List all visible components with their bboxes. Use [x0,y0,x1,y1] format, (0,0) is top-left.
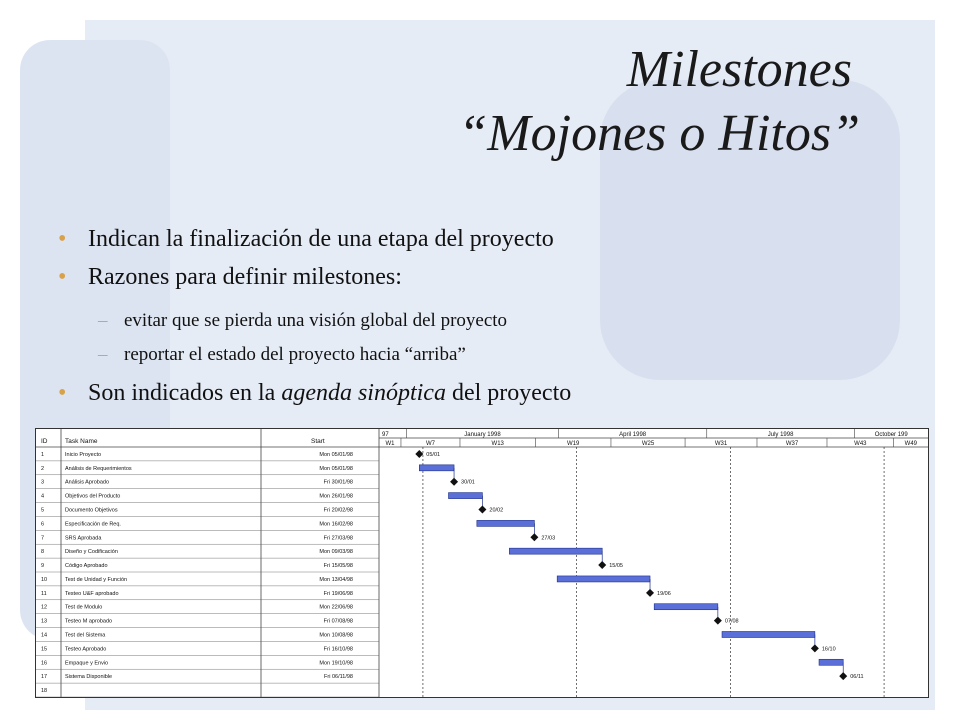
gantt-task-bar [557,576,650,582]
gantt-row-task-name: Testeo U&F aprobado [65,590,119,597]
gantt-milestone-label: 06/11 [850,674,864,681]
gantt-row-start: Mon 22/06/98 [319,604,353,611]
gantt-week-label: W13 [491,441,504,447]
bullet-item [58,264,402,291]
gantt-milestone-diamond [450,478,458,486]
gantt-task-bar [419,465,454,471]
gantt-row-id: 5 [41,507,45,514]
bullet-text-pre: Son indicados en la [88,380,282,406]
bullet-item [58,226,554,253]
gantt-milestone-diamond [478,506,486,514]
bullet-text-post: del proyecto [445,380,572,406]
gantt-row-id: 16 [41,660,48,667]
gantt-task-bar [819,659,843,665]
gantt-header-id: ID [41,438,48,445]
gantt-row-start: Mon 09/03/98 [319,549,353,556]
gantt-row-task-name: Test de Unidad y Función [65,576,128,583]
gantt-row-id: 1 [41,451,45,458]
gantt-row-id: 7 [41,535,45,542]
gantt-row-id: 8 [41,549,45,556]
gantt-row-start: Mon 13/04/98 [319,576,353,583]
gantt-task-bar [509,548,602,554]
gantt-row-task-name: Objetivos del Producto [65,493,121,500]
gantt-row-id: 13 [41,618,48,625]
gantt-milestone-diamond [839,672,847,680]
gantt-milestone-diamond [811,644,819,652]
gantt-row-id: 12 [41,604,48,611]
sub-bullet-marker: – [98,310,108,331]
gantt-row-id: 15 [41,646,48,653]
gantt-row-id: 17 [41,674,48,681]
gantt-row-task-name: SRS Aprobada [65,535,102,542]
gantt-row-task-name: Documento Objetivos [65,507,118,514]
gantt-task-bar [722,632,815,638]
gantt-row-task-name: Sistema Disponible [65,674,113,681]
gantt-row-start: Fri 16/10/98 [323,646,353,653]
slide-title-line-2: “Mojones o Hitos” [458,105,860,162]
gantt-row-start: Fri 06/11/98 [324,674,353,681]
gantt-milestone-label: 27/03 [541,535,556,542]
gantt-row-start: Fri 30/01/98 [323,479,353,486]
gantt-row-id: 3 [41,479,45,486]
gantt-month-label: April 1998 [619,432,647,438]
gantt-week-label: W37 [785,441,799,447]
gantt-row-task-name: Test del Sistema [65,632,106,639]
gantt-month-label: January 1998 [464,432,501,438]
sub-bullet-item [98,344,466,366]
gantt-row-task-name: Testeo Aprobado [65,646,107,653]
gantt-row-start: Mon 19/10/98 [319,660,353,667]
bullet-marker: • [58,264,67,290]
gantt-milestone-label: 16/10 [821,646,836,653]
gantt-row-id: 2 [41,465,45,472]
gantt-row-id: 6 [41,521,45,528]
gantt-row-task-name: Especificación de Req. [65,521,121,528]
gantt-row-start: Mon 10/08/98 [319,632,353,639]
gantt-row-task-name: Código Aprobado [65,563,108,570]
gantt-row-task-name: Testeo M aprobado [65,618,113,625]
gantt-milestone-diamond [530,533,538,541]
gantt-milestone-diamond [714,617,722,625]
gantt-chart [35,428,929,698]
gantt-milestone-label: 20/02 [489,507,504,514]
gantt-row-id: 18 [41,688,48,695]
gantt-row-id: 9 [41,563,45,570]
gantt-month-label: October 199 [874,432,908,438]
gantt-header-start: Start [311,438,325,445]
gantt-month-label: 97 [382,432,389,438]
gantt-row-id: 4 [41,493,45,500]
gantt-week-label: W1 [385,441,395,447]
gantt-row-start: Fri 15/05/98 [323,563,353,570]
gantt-month-label: July 1998 [767,432,794,438]
gantt-row-id: 14 [41,632,48,639]
gantt-row-id: 11 [41,590,47,597]
bullet-text: Razones para definir milestones: [88,264,402,290]
sub-bullet-marker: – [98,344,108,365]
gantt-row-start: Fri 07/08/98 [323,618,353,625]
gantt-milestone-diamond [646,589,654,597]
bullet-marker: • [58,226,67,252]
bullet-text-emphasis: agenda sinóptica [281,380,446,406]
bullet-marker: • [58,380,67,406]
sub-bullet-text: reportar el estado del proyecto hacia “arriba” [124,344,466,365]
gantt-row-task-name: Empaque y Envio [65,660,109,667]
gantt-svg [36,429,928,697]
gantt-row-start: Fri 27/03/98 [323,535,353,542]
gantt-row-start: Fri 19/06/98 [323,590,353,597]
gantt-milestone-diamond [598,561,606,569]
gantt-row-id: 10 [41,576,48,583]
sub-bullet-text: evitar que se pierda una visión global del proyecto [124,310,508,331]
gantt-week-label: W49 [904,441,918,447]
gantt-week-label: W7 [425,441,435,447]
gantt-milestone-label: 07/08 [724,618,739,625]
gantt-milestone-label: 05/01 [426,451,441,458]
gantt-row-task-name: Análisis de Requerimientos [65,465,132,472]
gantt-task-bar [448,493,482,499]
gantt-row-start: Mon 05/01/98 [319,465,353,472]
bullet-text: Indican la finalización de una etapa del proyecto [88,226,554,252]
gantt-row-start: Mon 26/01/98 [319,493,353,500]
gantt-row-task-name: Diseño y Codificación [65,549,118,556]
slide-title-line-1: Milestones [626,41,852,98]
gantt-milestone-label: 30/01 [461,479,475,486]
gantt-row-task-name: Test de Modulo [65,604,103,611]
gantt-row-task-name: Análisis Aprobado [65,479,110,486]
bullet-item [58,380,571,407]
gantt-milestone-label: 19/06 [657,590,671,597]
gantt-week-label: W19 [567,441,580,447]
gantt-task-bar [654,604,718,610]
gantt-header-task: Task Name [65,438,98,445]
gantt-row-start: Mon 16/02/98 [319,521,353,528]
gantt-row-start: Fri 20/02/98 [323,507,353,514]
gantt-week-label: W25 [641,441,655,447]
sub-bullet-item [98,310,507,332]
gantt-row-task-name: Inicio Proyecto [65,451,102,458]
gantt-milestone-diamond [415,450,423,458]
gantt-week-label: W43 [854,441,867,447]
gantt-task-bar [477,520,535,526]
gantt-row-start: Mon 05/01/98 [319,451,353,458]
gantt-week-label: W31 [714,441,728,447]
gantt-milestone-label: 15/05 [609,563,623,570]
